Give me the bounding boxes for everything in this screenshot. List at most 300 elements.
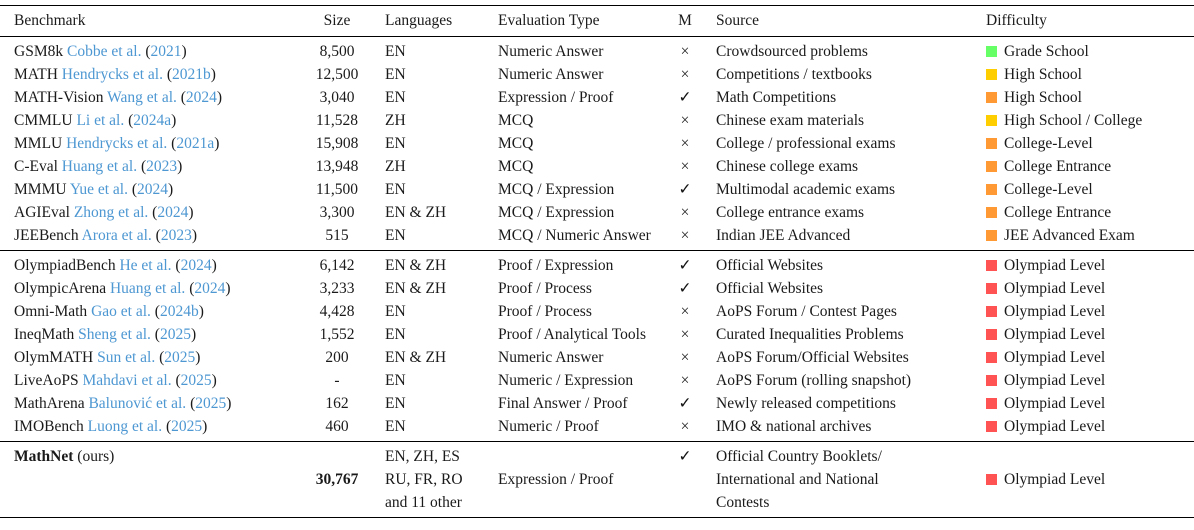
source-cell bbox=[704, 346, 972, 369]
size-value: 4,428 bbox=[319, 303, 355, 320]
difficulty-cell bbox=[972, 346, 1194, 369]
languages-line: and 11 other bbox=[385, 494, 462, 511]
source-cell bbox=[704, 201, 972, 224]
difficulty-color-swatch bbox=[986, 115, 997, 126]
difficulty-label: High School bbox=[1004, 89, 1082, 106]
evaluation-type-cell bbox=[486, 251, 666, 278]
languages-cell bbox=[374, 442, 486, 518]
multimodal-cell bbox=[666, 178, 704, 201]
size-cell bbox=[300, 63, 374, 86]
evaluation-type-value: Numeric Answer bbox=[498, 66, 604, 83]
citation-year-link[interactable]: 2024 bbox=[185, 89, 217, 106]
benchmark-name: AGIEval bbox=[14, 204, 70, 221]
citation-link[interactable]: Cobbe et al. bbox=[66, 43, 142, 60]
table-row bbox=[0, 109, 1194, 132]
difficulty-color-swatch bbox=[986, 283, 997, 294]
table-row bbox=[0, 132, 1194, 155]
multimodal-check-icon: ✓ bbox=[678, 257, 692, 274]
languages-value: EN & ZH bbox=[385, 349, 447, 366]
languages-cell bbox=[374, 323, 486, 346]
evaluation-type-cell bbox=[486, 442, 666, 518]
languages-value: EN bbox=[385, 395, 406, 412]
difficulty-color-swatch bbox=[986, 92, 997, 103]
benchmark-name: LiveAoPS bbox=[14, 372, 79, 389]
multimodal-check-icon: ✓ bbox=[678, 395, 692, 412]
difficulty-cell bbox=[972, 415, 1194, 442]
evaluation-type-cell bbox=[486, 415, 666, 442]
citation-link[interactable]: Gao et al. bbox=[91, 303, 151, 320]
languages-cell bbox=[374, 369, 486, 392]
source-cell bbox=[704, 86, 972, 109]
citation-link[interactable]: Hendrycks et al. bbox=[61, 66, 163, 83]
table-section-mathnet bbox=[0, 442, 1194, 518]
size-value-line bbox=[300, 468, 374, 491]
source-value: IMO & national archives bbox=[716, 418, 872, 435]
citation-link[interactable]: Huang et al. bbox=[109, 280, 186, 297]
evaluation-type-cell bbox=[486, 224, 666, 251]
difficulty-line bbox=[986, 468, 1194, 491]
difficulty-color-swatch bbox=[986, 375, 997, 386]
benchmark-name: MATH bbox=[14, 66, 58, 83]
difficulty-color-swatch bbox=[986, 421, 997, 432]
benchmark-cell: MathArena Balunović et al. (2025) bbox=[14, 395, 232, 412]
table-row bbox=[0, 86, 1194, 109]
difficulty-label: College Entrance bbox=[1004, 158, 1112, 175]
benchmark-name: MATH-Vision bbox=[14, 89, 104, 106]
citation-year-link[interactable]: 2021b bbox=[172, 66, 211, 83]
evaluation-type-cell bbox=[486, 369, 666, 392]
evaluation-type-value: Expression / Proof bbox=[498, 471, 614, 488]
difficulty-cell bbox=[972, 63, 1194, 86]
evaluation-type-value: MCQ / Expression bbox=[498, 181, 615, 198]
citation-link[interactable]: Huang et al. bbox=[61, 158, 138, 175]
citation-year-link[interactable]: 2025 bbox=[195, 395, 227, 412]
size-value: 11,528 bbox=[315, 112, 359, 129]
size-value: 15,908 bbox=[315, 135, 359, 152]
table-row bbox=[0, 369, 1194, 392]
source-value: Official Websites bbox=[716, 280, 824, 297]
evaluation-type-cell bbox=[486, 300, 666, 323]
multimodal-cell bbox=[666, 37, 704, 64]
source-value: Curated Inequalities Problems bbox=[716, 326, 904, 343]
size-cell bbox=[300, 109, 374, 132]
size-cell bbox=[300, 300, 374, 323]
size-value: 30,767 bbox=[315, 471, 359, 488]
difficulty-label: Grade School bbox=[1004, 43, 1089, 60]
benchmark-name: JEEBench bbox=[14, 227, 79, 244]
languages-value: EN bbox=[385, 181, 406, 198]
benchmark-name: CMMLU bbox=[14, 112, 73, 129]
source-value: Math Competitions bbox=[716, 89, 837, 106]
evaluation-type-cell bbox=[486, 277, 666, 300]
languages-value: EN bbox=[385, 227, 406, 244]
languages-value: EN bbox=[385, 135, 406, 152]
evaluation-type-cell bbox=[486, 346, 666, 369]
benchmark-name: IneqMath bbox=[14, 326, 75, 343]
source-value: Newly released competitions bbox=[716, 395, 896, 412]
size-cell bbox=[300, 155, 374, 178]
multimodal-cross-icon: × bbox=[680, 66, 690, 83]
citation-link[interactable]: Zhong et al. bbox=[73, 204, 149, 221]
difficulty-label: College-Level bbox=[1004, 181, 1093, 198]
citation-link[interactable]: Wang et al. bbox=[107, 89, 177, 106]
difficulty-cell bbox=[972, 201, 1194, 224]
source-cell bbox=[704, 109, 972, 132]
languages-value: EN bbox=[385, 372, 406, 389]
languages-value: EN bbox=[385, 66, 406, 83]
evaluation-type-cell bbox=[486, 323, 666, 346]
benchmark-cell: GSM8k Cobbe et al. (2021) bbox=[14, 43, 187, 60]
source-value: Chinese college exams bbox=[716, 158, 859, 175]
header-row bbox=[0, 6, 1194, 37]
size-value: 515 bbox=[325, 227, 349, 244]
table-row bbox=[0, 201, 1194, 224]
citation-year-link[interactable]: 2023 bbox=[160, 227, 192, 244]
languages-value: EN bbox=[385, 326, 406, 343]
benchmark-cell: OlymMATH Sun et al. (2025) bbox=[14, 349, 201, 366]
difficulty-label: Olympiad Level bbox=[1004, 471, 1106, 488]
size-value: 3,040 bbox=[319, 89, 355, 106]
multimodal-cross-icon: × bbox=[680, 372, 690, 389]
benchmark-name: MathArena bbox=[14, 395, 85, 412]
multimodal-cell bbox=[666, 86, 704, 109]
multimodal-cell bbox=[666, 63, 704, 86]
size-value: - bbox=[334, 372, 340, 389]
evaluation-type-value: Expression / Proof bbox=[498, 89, 614, 106]
difficulty-cell bbox=[972, 251, 1194, 278]
multimodal-cell bbox=[666, 201, 704, 224]
citation-link[interactable]: Luong et al. bbox=[87, 418, 163, 435]
multimodal-check-icon: ✓ bbox=[678, 448, 692, 465]
languages-cell bbox=[374, 251, 486, 278]
difficulty-label: Olympiad Level bbox=[1004, 395, 1106, 412]
source-value: AoPS Forum / Contest Pages bbox=[716, 303, 897, 320]
difficulty-line bbox=[986, 445, 1194, 468]
difficulty-color-swatch bbox=[986, 207, 997, 218]
evaluation-type-value: Proof / Expression bbox=[498, 257, 614, 274]
languages-cell bbox=[374, 224, 486, 251]
evaluation-type-value: Proof / Process bbox=[498, 303, 592, 320]
citation-year-link[interactable]: 2025 bbox=[171, 418, 203, 435]
citation-year-link[interactable]: 2024 bbox=[180, 257, 212, 274]
evaluation-type-value: Numeric / Expression bbox=[498, 372, 634, 389]
difficulty-color-swatch bbox=[986, 474, 997, 485]
benchmark-cell: IneqMath Sheng et al. (2025) bbox=[14, 326, 197, 343]
difficulty-label: Olympiad Level bbox=[1004, 280, 1106, 297]
benchmark-name: OlympicArena bbox=[14, 280, 107, 297]
table-section-standard-benchmarks bbox=[0, 37, 1194, 251]
citation-year-link[interactable]: 2021a bbox=[176, 135, 215, 152]
languages-value: EN bbox=[385, 43, 406, 60]
languages-cell bbox=[374, 109, 486, 132]
source-value: Crowdsourced problems bbox=[716, 43, 868, 60]
citation-year-link[interactable]: 2025 bbox=[180, 372, 212, 389]
source-value: Multimodal academic exams bbox=[716, 181, 896, 198]
evaluation-type-cell bbox=[486, 132, 666, 155]
evaluation-type-value: Final Answer / Proof bbox=[498, 395, 628, 412]
difficulty-cell bbox=[972, 300, 1194, 323]
multimodal-cross-icon: × bbox=[680, 112, 690, 129]
difficulty-cell bbox=[972, 109, 1194, 132]
citation-year-link[interactable]: 2025 bbox=[159, 326, 191, 343]
multimodal-line bbox=[666, 445, 704, 468]
size-value: 11,500 bbox=[315, 181, 359, 198]
citation-year-link[interactable]: 2025 bbox=[164, 349, 196, 366]
languages-cell bbox=[374, 155, 486, 178]
source-cell bbox=[704, 415, 972, 442]
multimodal-cell bbox=[666, 277, 704, 300]
source-cell bbox=[704, 323, 972, 346]
multimodal-cell bbox=[666, 392, 704, 415]
multimodal-check-icon: ✓ bbox=[678, 89, 692, 106]
citation-year-link[interactable]: 2024 bbox=[137, 181, 169, 198]
multimodal-cross-icon: × bbox=[680, 135, 690, 152]
difficulty-color-swatch bbox=[986, 230, 997, 241]
size-cell bbox=[300, 251, 374, 278]
benchmark-name: C-Eval bbox=[14, 158, 58, 175]
evaluation-type-value: MCQ bbox=[498, 112, 534, 129]
languages-value: EN & ZH bbox=[385, 204, 447, 221]
table-row bbox=[0, 300, 1194, 323]
languages-cell bbox=[374, 86, 486, 109]
difficulty-color-swatch bbox=[986, 46, 997, 57]
multimodal-cell bbox=[666, 132, 704, 155]
size-cell bbox=[300, 37, 374, 64]
difficulty-color-swatch bbox=[986, 138, 997, 149]
size-line bbox=[300, 445, 374, 468]
languages-cell bbox=[374, 415, 486, 442]
languages-line: RU, FR, RO bbox=[385, 471, 463, 488]
evaluation-type-cell bbox=[486, 86, 666, 109]
col-header-multimodal: M bbox=[678, 12, 692, 29]
citation-year-link[interactable]: 2024a bbox=[133, 112, 172, 129]
multimodal-cell bbox=[666, 415, 704, 442]
evaluation-type-cell bbox=[486, 201, 666, 224]
evaluation-type-line bbox=[498, 445, 666, 468]
difficulty-label: Olympiad Level bbox=[1004, 418, 1106, 435]
difficulty-cell bbox=[972, 37, 1194, 64]
col-header-source: Source bbox=[716, 12, 760, 29]
evaluation-type-cell bbox=[486, 109, 666, 132]
col-header-benchmark: Benchmark bbox=[14, 12, 86, 29]
table-row bbox=[0, 277, 1194, 300]
benchmark-cell: JEEBench Arora et al. (2023) bbox=[14, 227, 197, 244]
source-value: Indian JEE Advanced bbox=[716, 227, 851, 244]
source-cell bbox=[704, 300, 972, 323]
benchmark-name: OlympiadBench bbox=[14, 257, 116, 274]
languages-cell bbox=[374, 132, 486, 155]
table-row bbox=[0, 392, 1194, 415]
languages-cell bbox=[374, 346, 486, 369]
multimodal-cell bbox=[666, 251, 704, 278]
size-cell bbox=[300, 323, 374, 346]
col-header-evaluation-type: Evaluation Type bbox=[498, 12, 600, 29]
benchmark-cell: MathNet (ours) bbox=[14, 448, 115, 465]
benchmark-cell: AGIEval Zhong et al. (2024) bbox=[14, 204, 194, 221]
size-cell bbox=[300, 369, 374, 392]
source-line: Contests bbox=[716, 494, 770, 511]
languages-value: EN bbox=[385, 418, 406, 435]
benchmark-name: MathNet bbox=[14, 448, 74, 465]
benchmark-cell: OlympicArena Huang et al. (2024) bbox=[14, 280, 231, 297]
citation-link[interactable]: He et al. bbox=[119, 257, 172, 274]
difficulty-label: Olympiad Level bbox=[1004, 303, 1106, 320]
source-value: Chinese exam materials bbox=[716, 112, 865, 129]
evaluation-type-cell bbox=[486, 392, 666, 415]
multimodal-cell bbox=[666, 224, 704, 251]
size-value: 1,552 bbox=[319, 326, 355, 343]
source-cell bbox=[704, 442, 972, 518]
source-value: College entrance exams bbox=[716, 204, 865, 221]
evaluation-type-value: Proof / Process bbox=[498, 280, 592, 297]
evaluation-type-value: MCQ bbox=[498, 158, 534, 175]
citation-link[interactable]: Hendrycks et al. bbox=[66, 135, 168, 152]
multimodal-cell bbox=[666, 442, 704, 518]
multimodal-cross-icon: × bbox=[680, 326, 690, 343]
multimodal-cell bbox=[666, 109, 704, 132]
table-row bbox=[0, 224, 1194, 251]
citation-link[interactable]: Balunović et al. bbox=[88, 395, 187, 412]
evaluation-type-cell bbox=[486, 178, 666, 201]
table-row bbox=[0, 251, 1194, 278]
table-row bbox=[0, 37, 1194, 64]
languages-value: EN bbox=[385, 303, 406, 320]
languages-value: EN & ZH bbox=[385, 257, 447, 274]
citation-year-link[interactable]: 2024 bbox=[194, 280, 226, 297]
multimodal-cross-icon: × bbox=[680, 204, 690, 221]
benchmark-cell: MATH-Vision Wang et al. (2024) bbox=[14, 89, 223, 106]
difficulty-cell bbox=[972, 277, 1194, 300]
table-row bbox=[0, 155, 1194, 178]
col-header-size: Size bbox=[323, 12, 351, 29]
difficulty-color-swatch bbox=[986, 69, 997, 80]
benchmark-name: MMMU bbox=[14, 181, 67, 198]
difficulty-label: High School / College bbox=[1004, 112, 1143, 129]
citation-link[interactable]: Sheng et al. bbox=[78, 326, 151, 343]
source-cell bbox=[704, 392, 972, 415]
evaluation-type-value: MCQ bbox=[498, 135, 534, 152]
source-cell bbox=[704, 251, 972, 278]
table-row bbox=[0, 442, 1194, 518]
col-header-difficulty: Difficulty bbox=[986, 12, 1047, 29]
difficulty-color-swatch bbox=[986, 329, 997, 340]
source-cell bbox=[704, 63, 972, 86]
source-cell bbox=[704, 155, 972, 178]
languages-value: ZH bbox=[385, 158, 406, 175]
table-row bbox=[0, 323, 1194, 346]
evaluation-type-value: Numeric Answer bbox=[498, 43, 604, 60]
languages-cell bbox=[374, 392, 486, 415]
difficulty-cell bbox=[972, 224, 1194, 251]
size-value: 3,300 bbox=[319, 204, 355, 221]
citation-link[interactable]: Mahdavi et al. bbox=[82, 372, 172, 389]
citation-year-link[interactable]: 2023 bbox=[146, 158, 178, 175]
source-cell bbox=[704, 132, 972, 155]
source-value: Competitions / textbooks bbox=[716, 66, 872, 83]
benchmark-cell: MATH Hendrycks et al. (2021b) bbox=[14, 66, 216, 83]
source-value: Official Websites bbox=[716, 257, 824, 274]
size-cell bbox=[300, 415, 374, 442]
source-cell bbox=[704, 369, 972, 392]
source-cell bbox=[704, 224, 972, 251]
languages-cell bbox=[374, 178, 486, 201]
difficulty-color-swatch bbox=[986, 352, 997, 363]
languages-value: ZH bbox=[385, 112, 406, 129]
evaluation-type-value: Numeric Answer bbox=[498, 349, 604, 366]
citation-link[interactable]: Yue et al. bbox=[69, 181, 128, 198]
size-cell bbox=[300, 346, 374, 369]
difficulty-label: Olympiad Level bbox=[1004, 257, 1106, 274]
size-cell bbox=[300, 132, 374, 155]
evaluation-type-value: MCQ / Expression bbox=[498, 204, 615, 221]
benchmark-comparison-table bbox=[0, 5, 1194, 518]
benchmark-cell: IMOBench Luong et al. (2025) bbox=[14, 418, 208, 435]
difficulty-cell bbox=[972, 369, 1194, 392]
source-line: International and National bbox=[716, 471, 879, 488]
languages-value: EN bbox=[385, 89, 406, 106]
multimodal-check-icon: ✓ bbox=[678, 181, 692, 198]
size-value: 460 bbox=[325, 418, 349, 435]
languages-cell bbox=[374, 300, 486, 323]
benchmark-name: GSM8k bbox=[14, 43, 64, 60]
evaluation-type-value: MCQ / Numeric Answer bbox=[498, 227, 651, 244]
difficulty-color-swatch bbox=[986, 161, 997, 172]
citation-link[interactable]: Sun et al. bbox=[97, 349, 156, 366]
source-cell bbox=[704, 277, 972, 300]
citation-link[interactable]: Li et al. bbox=[76, 112, 125, 129]
languages-cell bbox=[374, 63, 486, 86]
size-cell bbox=[300, 224, 374, 251]
multimodal-cross-icon: × bbox=[680, 43, 690, 60]
difficulty-cell bbox=[972, 323, 1194, 346]
difficulty-cell bbox=[972, 86, 1194, 109]
benchmark-cell: C-Eval Huang et al. (2023) bbox=[14, 158, 183, 175]
multimodal-cell bbox=[666, 300, 704, 323]
multimodal-check-icon: ✓ bbox=[678, 280, 692, 297]
size-value: 6,142 bbox=[319, 257, 355, 274]
table-row bbox=[0, 415, 1194, 442]
source-cell bbox=[704, 178, 972, 201]
multimodal-cell bbox=[666, 155, 704, 178]
benchmark-name: Omni-Math bbox=[14, 303, 88, 320]
languages-value: EN & ZH bbox=[385, 280, 447, 297]
size-cell bbox=[300, 86, 374, 109]
citation-year-link[interactable]: 2024 bbox=[157, 204, 189, 221]
citation-year-link[interactable]: 2024b bbox=[159, 303, 199, 320]
benchmark-cell: MMLU Hendrycks et al. (2021a) bbox=[14, 135, 220, 152]
difficulty-label: College-Level bbox=[1004, 135, 1093, 152]
difficulty-cell bbox=[972, 442, 1194, 518]
table-header bbox=[0, 6, 1194, 37]
citation-link[interactable]: Arora et al. bbox=[81, 227, 152, 244]
source-cell bbox=[704, 37, 972, 64]
source-value: AoPS Forum/Official Websites bbox=[716, 349, 909, 366]
citation-year-link[interactable]: 2021 bbox=[150, 43, 182, 60]
size-cell bbox=[300, 178, 374, 201]
table-row bbox=[0, 63, 1194, 86]
benchmark-name: OlymMATH bbox=[14, 349, 94, 366]
difficulty-label: JEE Advanced Exam bbox=[1004, 227, 1135, 244]
table-section-olympiad-benchmarks bbox=[0, 251, 1194, 442]
size-value: 13,948 bbox=[315, 158, 359, 175]
multimodal-cross-icon: × bbox=[680, 349, 690, 366]
benchmark-cell: MMMU Yue et al. (2024) bbox=[14, 181, 174, 198]
difficulty-cell bbox=[972, 132, 1194, 155]
evaluation-type-line bbox=[498, 468, 666, 491]
evaluation-type-value: Proof / Analytical Tools bbox=[498, 326, 647, 343]
size-value: 162 bbox=[325, 395, 349, 412]
size-cell bbox=[300, 442, 374, 518]
